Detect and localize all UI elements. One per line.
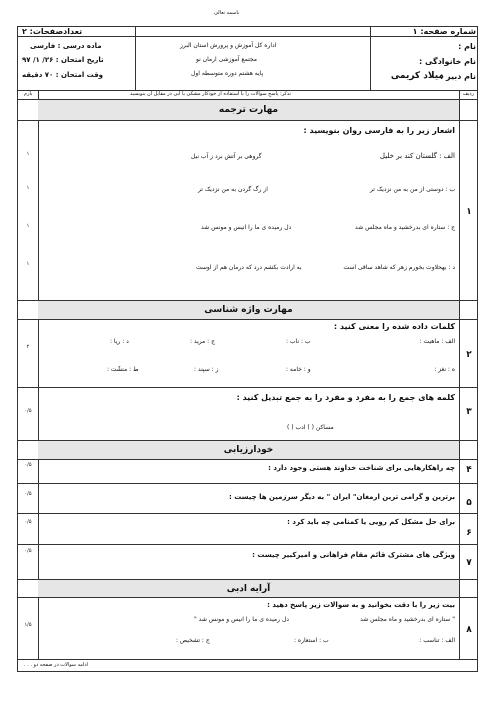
grade-label: پایه هشتم دوره متوسطه اول: [191, 70, 264, 77]
org-name: اداره کل آموزش و پرورش استان البرز: [180, 42, 277, 49]
q2-item-b: ب : ناب :: [286, 338, 311, 345]
exam-frame: [17, 26, 478, 672]
line-q7-top: [17, 544, 478, 545]
section-literary: آرایه ادبی: [226, 584, 271, 594]
q2-item-d: د : ریا :: [110, 338, 129, 345]
footer-note: ادامه سوالات در صفحه دو . . .: [24, 662, 88, 668]
q8-number: ۸: [466, 625, 472, 635]
section-self-eval: خودارزیابی: [223, 445, 274, 455]
q6-text: برای حل مشکل کم رویی یا کمنامی چه باید کرد :: [287, 518, 455, 526]
q5-text: برترین و گرامی ترین ارمغان" ایران " به دیگر سرزمین ها چیست :: [228, 493, 455, 501]
score-column-line: [38, 90, 39, 659]
line-q5-top: [17, 483, 478, 484]
q3-score: ۰/۵: [24, 408, 32, 414]
q1-b: ب : دوستی از من به من نزدیک تر: [369, 186, 455, 193]
q2-number: ۲: [466, 350, 472, 360]
q8-title: بیت زیر را با دقت بخوانید و به سوالات زیر پاسخ دهید :: [267, 601, 455, 609]
q2-item-a: الف : ماهیت :: [419, 338, 455, 345]
top-caption: باسمه تعالی: [214, 10, 240, 16]
line-q8-top: [17, 597, 478, 598]
q2-item-c: ج : مرید :: [190, 338, 215, 345]
q1-number: ۱: [466, 207, 472, 217]
q1-score-d: ۱: [26, 261, 30, 267]
teacher-name: میلاد کریمی: [390, 71, 444, 81]
q2-score: ۲: [26, 344, 30, 350]
q5-score: ۰/۵: [24, 491, 32, 497]
q4-text: چه راهکارهایی برای شناخت خداوند هستی وجود دارد :: [268, 464, 455, 472]
q8-score: ۱/۵: [24, 622, 32, 628]
q5-number: ۵: [466, 498, 472, 508]
q1-c: ج : ستاره ای بدرخشید و ماه مجلس شد: [355, 224, 455, 231]
q1-c2: دل رمیده ی ما را انیس و مونس شد: [201, 224, 292, 231]
page-count: تعدادصفحات: ۲: [22, 27, 83, 36]
line-footer: [17, 659, 478, 660]
col-score-label: بارم: [24, 91, 33, 97]
q3-line: مساکن ( ) ادب ( ): [287, 424, 334, 431]
q8-c: ج : تشخیص :: [176, 637, 210, 644]
q7-text: ویژگی های مشترک قائم مقام فراهانی و امیرکبیر چیست :: [252, 551, 455, 559]
q6-score: ۰/۵: [24, 519, 32, 525]
row-column-line: [459, 90, 460, 659]
page-number: شماره صفحه: ۱: [412, 27, 476, 36]
q7-score: ۰/۵: [24, 548, 32, 554]
q1-d2: به ارادت بکشم درد که درمان هم از اوست: [196, 264, 302, 271]
line-q2-top: [17, 319, 478, 320]
line-q6-top: [17, 513, 478, 514]
q1-score-b: ۱: [26, 185, 30, 191]
family-field: نام خانوادگی :: [418, 57, 476, 66]
q4-score: ۰/۵: [24, 462, 32, 468]
q8-a: الف : تناسب :: [419, 637, 455, 644]
q2-item-v: و : خامه :: [286, 366, 311, 373]
q2-item-z: ز : سپند :: [194, 366, 219, 373]
q7-number: ۷: [466, 558, 472, 568]
col-row-label: ردیف: [462, 91, 474, 97]
q1-b2: از رگ گردن به من نزدیک تر: [198, 186, 268, 193]
q8-verse2: دل رمیده ی ما را انیس و مونس شد ": [194, 616, 289, 623]
q8-b: ب : استعاره :: [294, 637, 329, 644]
q8-verse1: " ستاره ای بدرخشید و ماه مجلس شد: [360, 616, 455, 623]
q2-title: کلمات داده شده را معنی کنید :: [333, 322, 455, 331]
header-line: [17, 36, 478, 37]
line-q1-top: [17, 120, 478, 121]
teacher-label: نام دبیر :: [440, 72, 476, 81]
q2-item-t: ط : منشّت :: [107, 366, 139, 373]
q1-a: الف : گلستان کند بر خلیل: [379, 152, 455, 160]
q3-title: کلمه های جمع را به مفرد و مفرد را به جمع تبدیل کنید :: [236, 393, 455, 402]
section-translation: مهارت ترجمه: [218, 105, 279, 115]
name-field: نام :: [458, 42, 476, 51]
line-q4-top: [17, 459, 478, 460]
q4-number: ۴: [466, 465, 472, 475]
section-vocab: مهارت واژه شناسی: [204, 305, 293, 315]
reminder-text: تذکر: پاسخ سوالات را با استفاده از خودکار مشکی یا آبی در مقابل آن بنویسید: [130, 91, 291, 97]
exam-time: وقت امتحان : ۷۰ دقیقه: [22, 71, 104, 79]
q1-score-c: ۱: [26, 223, 30, 229]
q3-number: ۳: [466, 407, 472, 417]
q1-a2: گروهی بر آتش برد ز آب نیل: [191, 153, 262, 160]
exam-date: تاریخ امتحان : ۲۶/ ۱/ ۹۷: [22, 56, 104, 64]
q1-title: اشعار زیر را به فارسی روان بنویسید :: [303, 126, 455, 135]
school-name: مجتمع آموزشی ارمان نو: [196, 56, 257, 63]
q1-score-a: ۱: [26, 151, 30, 157]
subject: ماده درسی : فارسی: [30, 42, 102, 50]
line-q3-top: [17, 387, 478, 388]
q2-item-h: ه : نغز :: [434, 366, 455, 373]
q1-d: د : بهحلاوت بخورم زهر که شاهد ساقی است: [343, 264, 455, 271]
q6-number: ۶: [466, 528, 472, 538]
